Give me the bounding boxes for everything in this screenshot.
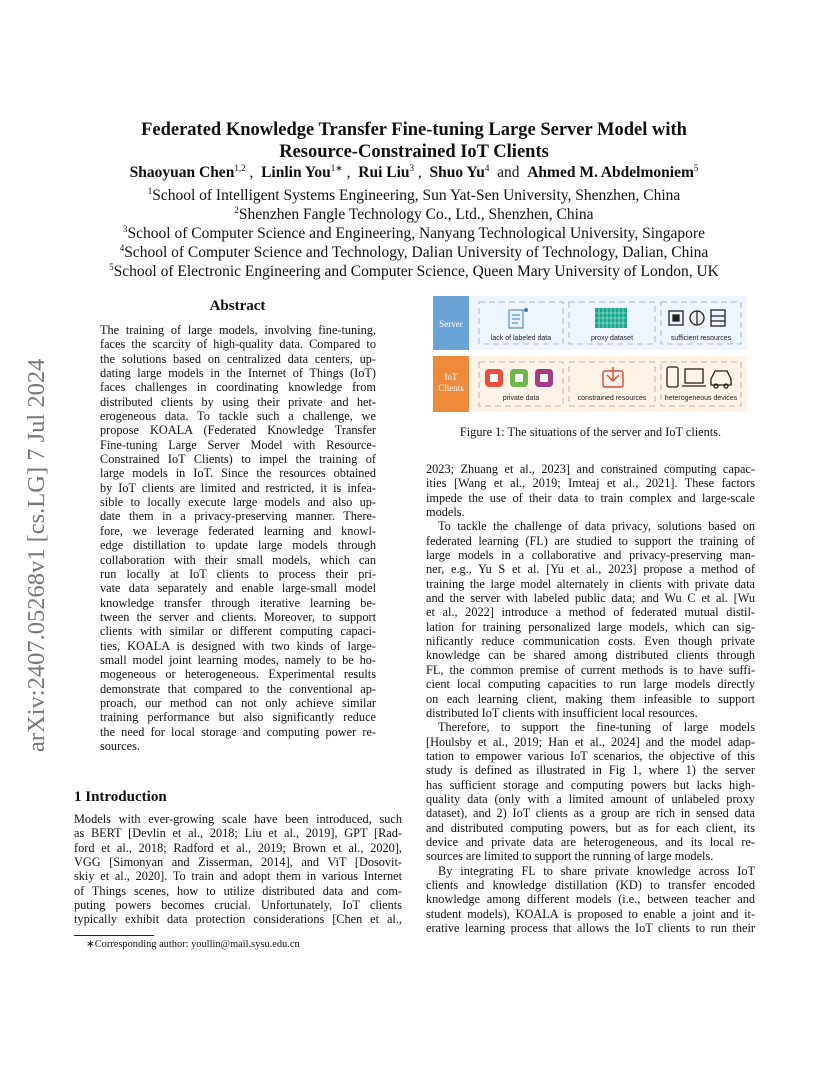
text-line: erogeneous data. To tackle such a challenge, we [100, 409, 376, 424]
text-line: mogeneous or heterogeneous. Experimental results [100, 667, 376, 682]
affiliation [40, 243, 788, 263]
author-affil-mark: 4 [484, 162, 490, 173]
affiliation-text: School of Computer Science and Engineering, Nanyang Technological University, Singapore [127, 225, 705, 242]
text-line: as BERT [Devlin et al., 2018; Liu et al., 2019], GPT [Rad- [74, 826, 402, 841]
text-line: et al., 2022] introduce a method of federated mutual distil- [426, 605, 755, 620]
text-line: ford et al., 2018; Radford et al., 2019; Brown et al., 2020], [74, 840, 402, 855]
text-line: lation for training personalized large models, which can sig- [426, 619, 755, 634]
text-line: dating large models in the Internet of Things (IoT) [100, 366, 376, 381]
title-line-1: Federated Knowledge Transfer Fine-tuning Large Server Model with [141, 120, 687, 140]
affiliation-mark: 4 [119, 242, 125, 253]
affiliation-text: School of Computer Science and Technology, Dalian University of Technology, Dalian, China [124, 244, 709, 261]
text-line: student models), KOALA is proposed to enable a joint and it- [426, 906, 755, 921]
text-line: models. [426, 505, 465, 520]
author-affil-mark: 5 [693, 162, 699, 173]
affiliation-text: Shenzhen Fangle Technology Co., Ltd., Shenzhen, China [238, 206, 594, 223]
text-line: small model joint learning modes, namely to be ho- [100, 652, 376, 667]
text-line: federated learning (FL) are studied to support the training of [426, 533, 755, 548]
text-line: sources. [100, 738, 140, 753]
dataset-grid-icon [595, 308, 627, 328]
text-line: distributed IoT clients with insufficient local resources. [426, 705, 698, 720]
text-line: and the server with labeled public data; and Wu C et al. [Wu [426, 591, 755, 606]
figure-label: constrained resources [577, 395, 647, 402]
text-line: faces challenges in coordinating knowledge from [100, 380, 376, 395]
text-line: FL, the common premise of current methods is to have suffi- [426, 662, 755, 677]
author-name: Rui Liu [358, 164, 410, 181]
author-separator: , [249, 164, 254, 181]
text-line: tation to empower various IoT scenarios, the objective of this [426, 748, 755, 763]
text-line: impede the use of their data to train complex and large-scale [426, 490, 755, 505]
text-line: quality data (only with a limited amount of unlabeled proxy [426, 791, 755, 806]
footnote-rule [74, 935, 154, 936]
author-separator: and [497, 164, 520, 181]
text-line: study is defined as illustrated in Fig 1, where 1) the server [426, 763, 755, 778]
author-affil-mark: 1,2 [234, 162, 246, 173]
text-line: on each learning client, making them infeasible to support [426, 691, 755, 706]
text-line: To tackle the challenge of data privacy, solutions based on [438, 519, 755, 534]
text-line: nificantly reduce communication costs. Even though private [426, 634, 755, 649]
footnote: ∗Corresponding author: youllin@mail.sysu.edu.cn [86, 939, 300, 950]
figure-label: lack of labeled data [490, 335, 552, 342]
text-line: large models in a collaborative and privacy-preserving man- [426, 548, 755, 563]
affiliation [40, 262, 788, 282]
author-name: Shaoyuan Chen [129, 164, 235, 181]
text-line: date them in a privacy-preserving manner. There- [100, 509, 376, 524]
author-name: Linlin You [261, 164, 331, 181]
text-line: of Things scenes, how to utilize distributed data and com- [74, 883, 402, 898]
abstract-heading: Abstract [209, 298, 266, 314]
text-line: puting powers becomes crucial. Unfortunately, IoT clients [74, 898, 402, 913]
figure-1 [433, 296, 747, 412]
section-heading-introduction: 1 Introduction [74, 789, 167, 805]
clients-label-line-1: IoT [444, 372, 458, 382]
text-line: clients and knowledge distillation (KD) to transfer encoded [426, 877, 755, 892]
text-line: knowledge transfer through iterative learning be- [100, 595, 376, 610]
text-line: has sufficient storage and computing powers but lacks high- [426, 777, 755, 792]
text-line: edge distillation to update large models through [100, 538, 376, 553]
arxiv-stamp [18, 302, 50, 752]
author-name: Shuo Yu [429, 164, 485, 181]
paper-title [60, 119, 768, 163]
text-line: proach, our method can not only achieve similar [100, 695, 376, 710]
author-affil-mark: 3 [409, 162, 415, 173]
author-list [60, 164, 768, 182]
text-line: by IoT clients are limited and restricted, it is infea- [100, 480, 376, 495]
affiliation [40, 224, 788, 244]
affiliation [40, 205, 788, 225]
affiliation-mark: 5 [109, 261, 114, 272]
text-line: the solutions based on centralized data centers, up- [100, 351, 376, 366]
text-line: tween the server and clients. Moreover, to support [100, 609, 376, 624]
author-name: Ahmed M. Abdelmoniem [527, 164, 694, 181]
text-line: propose KOALA (Federated Knowledge Transfer [100, 423, 376, 438]
text-line: Therefore, to support the fine-tuning of large models [438, 720, 755, 735]
clients-label-line-2: Clients [438, 383, 464, 393]
affiliation-text: School of Electronic Engineering and Computer Science, Queen Mary University of London, UK [113, 263, 719, 280]
figure-label: sufficient resources [670, 335, 732, 342]
figure-label: private data [502, 395, 540, 402]
author-affil-mark: 1∗ [330, 162, 343, 173]
text-line: skiy et al., 2020]. To train and adopt them in various Internet [74, 869, 402, 884]
arxiv-stamp-text: arXiv:2407.05268v1 [cs.LG] 7 Jul 2024 [23, 358, 50, 752]
server-label: Server [439, 319, 463, 329]
text-line: vate data separately and enable large-small model [100, 581, 376, 596]
text-line: ities [Wang et al., 2019; Imteaj et al., 2021]. These factors [426, 476, 755, 491]
text-line: By integrating FL to share private knowledge across IoT [438, 863, 755, 878]
private-data-icons [485, 369, 553, 387]
text-line: cient local computing capacities to run large models directly [426, 677, 755, 692]
clients-row-background [433, 356, 747, 412]
author-separator: , [417, 164, 422, 181]
text-line: clients with similar or different computing capaci- [100, 624, 376, 639]
text-line: knowledge among different models (i.e., between teacher and [426, 892, 755, 907]
text-line: ties, KOALA is designed with two kinds of large- [100, 638, 376, 653]
affiliation-mark: 2 [234, 204, 239, 215]
text-line: training the large model alternately in clients with private data [426, 576, 755, 591]
text-line: [Houlsby et al., 2019; Han et al., 2024] and the model adap- [426, 734, 755, 749]
introduction-body [74, 812, 402, 927]
text-line: VGG [Simonyan and Zisserman, 2014], and ViT [Dosovit- [74, 855, 402, 870]
text-line: Models with ever-growing scale have been introduced, such [74, 812, 402, 826]
text-line: and distributed computing powers, but as for each client, its [426, 820, 755, 835]
text-line: sible to locally execute large models and also up- [100, 495, 376, 510]
text-line: fore, we leverage federated learning and knowl- [100, 523, 376, 538]
text-line: the need for local storage and computing power re- [100, 724, 376, 739]
text-line: erative learning process that allows the IoT clients to run their [426, 921, 755, 935]
affiliation [40, 186, 788, 206]
text-line: The training of large models, involving fine-tuning, [100, 323, 376, 337]
text-line: Constrained IoT Clients) to impel the training of [100, 452, 376, 467]
author-separator: , [346, 164, 351, 181]
text-line: collaboration with their small models, which can [100, 552, 376, 567]
text-line: sources are limited to support the running of large models. [426, 849, 714, 864]
affiliation-mark: 3 [123, 223, 128, 234]
text-line: demonstrate that compared to the conventional ap- [100, 681, 376, 696]
text-line: large models in IoT. Since the resources obtained [100, 466, 376, 481]
text-line: knowledge can be shared among distributed clients through [426, 648, 755, 663]
title-line-2: Resource-Constrained IoT Clients [279, 142, 549, 162]
text-line: Fine-tuning Large Server Model with Resource- [100, 437, 376, 452]
abstract-body [100, 323, 376, 753]
figure-label: heterogeneous devices [664, 395, 738, 402]
text-line: device and private data are heterogeneous, and its local re- [426, 834, 755, 849]
affiliation-text: School of Intelligent Systems Engineering, Sun Yat-Sen University, Shenzhen, China [152, 187, 681, 204]
figure-caption: Figure 1: The situations of the server and IoT clients. [459, 425, 722, 439]
text-line: ner, e.g., Yu S et al. [Yu et al., 2023] propose a method of [426, 562, 755, 577]
text-line: typically exhibit data protection considerations [Chen et al., [74, 912, 402, 927]
right-column-body [426, 462, 755, 935]
text-line: distributed clients by using their private and het- [100, 394, 376, 409]
text-line: faces the scarcity of high-quality data. Compared to [100, 337, 376, 352]
figure-label: proxy dataset [590, 335, 634, 342]
text-line: dataset), and 2) IoT clients as a group are rich in sensed data [426, 806, 755, 821]
text-line: 2023; Zhuang et al., 2023] and constrained computing capac- [426, 462, 755, 476]
text-line: training performance but also significantly reduce [100, 710, 376, 725]
affiliation-mark: 1 [147, 185, 153, 196]
text-line: run locally at IoT clients to process their pri- [100, 566, 376, 581]
